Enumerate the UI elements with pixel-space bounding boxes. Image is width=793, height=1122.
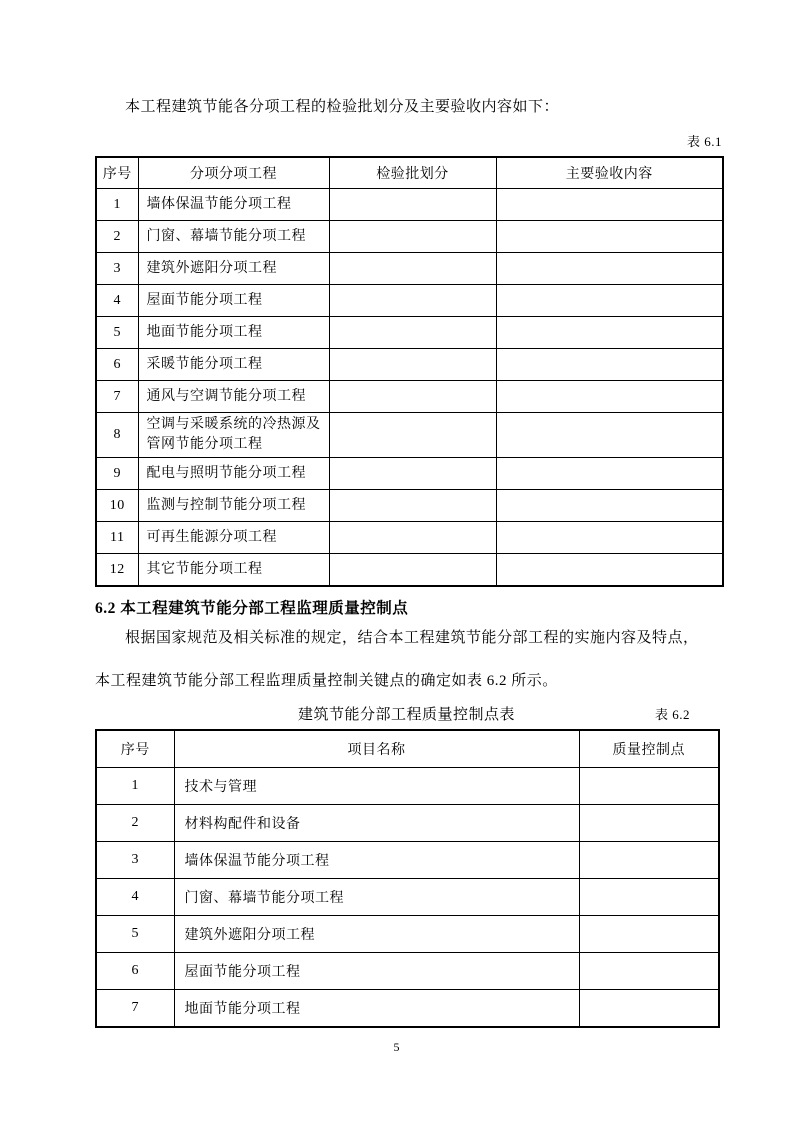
row-name: 通风与空调节能分项工程 (138, 381, 329, 413)
row-name: 技术与管理 (174, 768, 579, 805)
row-control (579, 953, 719, 990)
row-name: 地面节能分项工程 (138, 317, 329, 349)
row-seq: 11 (96, 522, 138, 554)
row-seq: 1 (96, 189, 138, 221)
col-header-item-name: 项目名称 (174, 730, 579, 768)
row-batch (329, 458, 496, 490)
row-name: 配电与照明节能分项工程 (138, 458, 329, 490)
section-heading-6-2: 6.2 本工程建筑节能分部工程监理质量控制点 (95, 600, 409, 617)
row-name: 门窗、幕墙节能分项工程 (138, 221, 329, 253)
col-header-acceptance-content: 主要验收内容 (496, 157, 723, 189)
row-content (496, 554, 723, 587)
table-row (96, 381, 723, 413)
table-6-2-titlebar (95, 703, 718, 723)
table-row (96, 253, 723, 285)
col-header-subproject: 分项分项工程 (138, 157, 329, 189)
row-content (496, 522, 723, 554)
row-batch (329, 285, 496, 317)
row-name: 监测与控制节能分项工程 (138, 490, 329, 522)
table-6-1-caption: 表 6.1 (686, 134, 722, 149)
table-6-2 (95, 729, 720, 1028)
row-seq: 9 (96, 458, 138, 490)
col-header-quality-control-point: 质量控制点 (579, 730, 719, 768)
table-row (96, 990, 719, 1028)
row-control (579, 879, 719, 916)
row-name: 屋面节能分项工程 (174, 953, 579, 990)
row-batch (329, 221, 496, 253)
row-seq: 12 (96, 554, 138, 587)
row-name: 墙体保温节能分项工程 (174, 842, 579, 879)
row-content (496, 349, 723, 381)
table-row (96, 413, 723, 458)
row-control (579, 916, 719, 953)
row-name: 建筑外遮阳分项工程 (174, 916, 579, 953)
col-header-seq: 序号 (96, 157, 138, 189)
table-row (96, 490, 723, 522)
table-row (96, 554, 723, 587)
table-6-1 (95, 156, 724, 587)
row-name: 建筑外遮阳分项工程 (138, 253, 329, 285)
col-header-inspection-batch: 检验批划分 (329, 157, 496, 189)
table-row (96, 221, 723, 253)
row-name: 可再生能源分项工程 (138, 522, 329, 554)
row-seq: 5 (96, 317, 138, 349)
row-batch (329, 522, 496, 554)
table-row (96, 768, 719, 805)
row-content (496, 458, 723, 490)
row-name: 地面节能分项工程 (174, 990, 579, 1028)
table-row (96, 879, 719, 916)
table-row (96, 916, 719, 953)
row-content (496, 285, 723, 317)
section-paragraph-line-2: 本工程建筑节能分部工程监理质量控制关键点的确定如表 6.2 所示。 (95, 673, 558, 689)
row-batch (329, 554, 496, 587)
row-batch (329, 413, 496, 458)
row-batch (329, 381, 496, 413)
row-seq: 8 (96, 413, 138, 458)
row-seq: 3 (96, 253, 138, 285)
row-name: 屋面节能分项工程 (138, 285, 329, 317)
row-name: 其它节能分项工程 (138, 554, 329, 587)
row-seq: 7 (96, 381, 138, 413)
row-seq: 3 (96, 842, 174, 879)
row-content (496, 253, 723, 285)
intro-paragraph: 本工程建筑节能各分项工程的检验批划分及主要验收内容如下： (125, 99, 560, 115)
row-content (496, 317, 723, 349)
section-paragraph-line-1: 根据国家规范及相关标准的规定，结合本工程建筑节能分部工程的实施内容及特点， (125, 630, 699, 646)
row-batch (329, 349, 496, 381)
row-seq: 1 (96, 768, 174, 805)
row-content (496, 413, 723, 458)
table-row (96, 458, 723, 490)
table-row (96, 522, 723, 554)
row-seq: 2 (96, 221, 138, 253)
row-control (579, 768, 719, 805)
row-seq: 5 (96, 916, 174, 953)
row-seq: 10 (96, 490, 138, 522)
table-row (96, 285, 723, 317)
row-content (496, 221, 723, 253)
table-row (96, 805, 719, 842)
col-header-seq: 序号 (96, 730, 174, 768)
table-6-2-header-row (96, 730, 719, 768)
row-content (496, 490, 723, 522)
row-content (496, 189, 723, 221)
row-control (579, 805, 719, 842)
row-batch (329, 189, 496, 221)
table-6-1-header-row (96, 157, 723, 189)
table-row (96, 842, 719, 879)
table-6-2-caption: 表 6.2 (654, 707, 690, 722)
row-name: 空调与采暖系统的冷热源及管网节能分项工程 (138, 413, 329, 458)
row-seq: 6 (96, 953, 174, 990)
row-control (579, 842, 719, 879)
row-batch (329, 317, 496, 349)
row-seq: 4 (96, 879, 174, 916)
row-seq: 4 (96, 285, 138, 317)
row-name: 材料构配件和设备 (174, 805, 579, 842)
row-control (579, 990, 719, 1028)
row-content (496, 381, 723, 413)
row-name: 采暖节能分项工程 (138, 349, 329, 381)
table-row (96, 317, 723, 349)
row-batch (329, 490, 496, 522)
table-row (96, 953, 719, 990)
row-seq: 2 (96, 805, 174, 842)
row-seq: 6 (96, 349, 138, 381)
table-6-2-title: 建筑节能分部工程质量控制点表 (297, 707, 515, 723)
row-batch (329, 253, 496, 285)
page-number: 5 (393, 1040, 400, 1054)
row-name: 墙体保温节能分项工程 (138, 189, 329, 221)
table-row (96, 189, 723, 221)
row-name: 门窗、幕墙节能分项工程 (174, 879, 579, 916)
row-seq: 7 (96, 990, 174, 1028)
table-row (96, 349, 723, 381)
